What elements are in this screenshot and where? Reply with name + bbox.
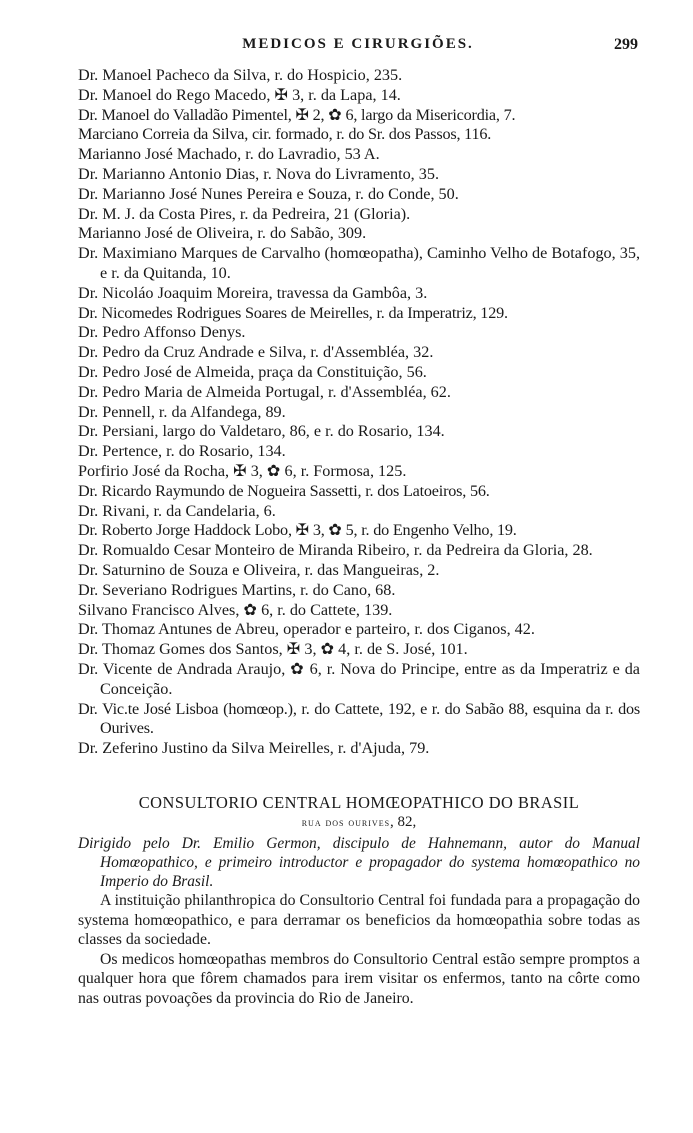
list-item: Dr. Nicoláo Joaquim Moreira, travessa da Gambôa, 3.: [78, 283, 428, 302]
paragraph: A instituição philanthropica do Consultorio Central foi fundada para a propagação do systema homœopathico, e para derramar os beneficios da homœopathia sobre todas as classes da sociedade.: [78, 892, 640, 949]
list-item: Dr. Nicomedes Rodrigues Soares de Meirelles, r. da Imperatriz, 129.: [78, 303, 508, 322]
list-item: Dr. Roberto Jorge Haddock Lobo, ✠ 3, ✿ 5, r. do Engenho Velho, 19.: [78, 521, 517, 540]
list-item: Dr. Ricardo Raymundo de Nogueira Sassetti, r. dos Latoeiros, 56.: [78, 481, 490, 500]
list-item: Dr. Vic.te José Lisboa (homœop.), r. do Cattete, 192, e r. do Sabão 88, esquina da r. dos Ourives.: [78, 699, 640, 738]
list-item: Dr. Pedro da Cruz Andrade e Silva, r. d'Assembléa, 32.: [78, 343, 434, 362]
consultorio-section: [78, 793, 640, 1009]
running-head: MEDICOS E CIRURGIÕES.: [242, 36, 474, 52]
list-item: Porfirio José da Rocha, ✠ 3, ✿ 6, r. Formosa, 125.: [78, 461, 407, 480]
list-item: Dr. Saturnino de Souza e Oliveira, r. das Mangueiras, 2.: [78, 560, 440, 579]
paragraph: Os medicos homœopathas membros do Consultorio Central estão sempre promptos a qualquer hora que fôrem chamados para irem visitar os enfermos, tanto na côrte como nas outras povoações da provincia do Rio de Janeiro.: [78, 950, 640, 1007]
list-item: Dr. Manoel do Rego Macedo, ✠ 3, r. da Lapa, 14.: [78, 85, 401, 104]
list-item: Dr. Maximiano Marques de Carvalho (homœopatha), Caminho Velho de Botafogo, 35, e r. da Quitanda, 10.: [78, 244, 640, 282]
page-number: 299: [614, 36, 638, 53]
list-item: Dr. M. J. da Costa Pires, r. da Pedreira, 21 (Gloria).: [78, 204, 411, 223]
list-item: Dr. Pennell, r. da Alfandega, 89.: [78, 402, 286, 421]
list-item: Dr. Manoel Pacheco da Silva, r. do Hospicio, 235.: [78, 66, 403, 84]
list-item: Dr. Severiano Rodrigues Martins, r. do Cano, 68.: [78, 580, 396, 599]
list-item: Dr. Thomaz Antunes de Abreu, operador e parteiro, r. dos Ciganos, 42.: [78, 620, 535, 639]
directed-by-note: Dirigido pelo Dr. Emilio Germon, discipulo de Hahnemann, autor do Manual Homœopathico, e primeiro introductor e propagador do systema homœopathico no Imperio do Brasil.: [78, 835, 640, 890]
list-item: Dr. Romualdo Cesar Monteiro de Miranda Ribeiro, r. da Pedreira da Gloria, 28.: [78, 541, 593, 560]
address-number: , 82,: [390, 814, 417, 830]
list-item: Dr. Pertence, r. do Rosario, 134.: [78, 442, 286, 461]
list-item: Silvano Francisco Alves, ✿ 6, r. do Cattete, 139.: [78, 600, 393, 619]
list-item: Dr. Vicente de Andrada Araujo, ✿ 6, r. Nova do Principe, entre as da Imperatriz e da Conceição.: [78, 659, 640, 698]
list-item: Dr. Marianno Antonio Dias, r. Nova do Livramento, 35.: [78, 164, 440, 183]
page-header: [78, 30, 638, 60]
section-title: CONSULTORIO CENTRAL HOMŒOPATHICO DO BRASIL: [138, 793, 580, 812]
list-item: Dr. Rivani, r. da Candelaria, 6.: [78, 501, 276, 520]
list-item: Dr. Pedro José de Almeida, praça da Constituição, 56.: [78, 362, 427, 381]
list-item: Dr. Pedro Affonso Denys.: [78, 323, 246, 342]
list-item: Dr. Manoel do Valladão Pimentel, ✠ 2, ✿ 6, largo da Misericordia, 7.: [78, 105, 516, 124]
list-item: Marianno José Machado, r. do Lavradio, 53 A.: [78, 145, 380, 164]
section-address: [78, 813, 640, 833]
list-item: Dr. Persiani, largo do Valdetaro, 86, e r. do Rosario, 134.: [78, 422, 445, 441]
list-item: Marianno José de Oliveira, r. do Sabão, 309.: [78, 224, 367, 243]
list-item: Dr. Thomaz Gomes dos Santos, ✠ 3, ✿ 4, r. de S. José, 101.: [78, 640, 468, 659]
entry-list: [78, 66, 640, 759]
list-item: Dr. Pedro Maria de Almeida Portugal, r. d'Assembléa, 62.: [78, 382, 451, 401]
address-street: rua dos ourives: [301, 817, 391, 829]
list-item: Marciano Correia da Silva, cir. formado, r. do Sr. dos Passos, 116.: [78, 125, 492, 144]
list-item: Dr. Zeferino Justino da Silva Meirelles, r. d'Ajuda, 79.: [78, 739, 430, 758]
list-item: Dr. Marianno José Nunes Pereira e Souza, r. do Conde, 50.: [78, 184, 459, 203]
